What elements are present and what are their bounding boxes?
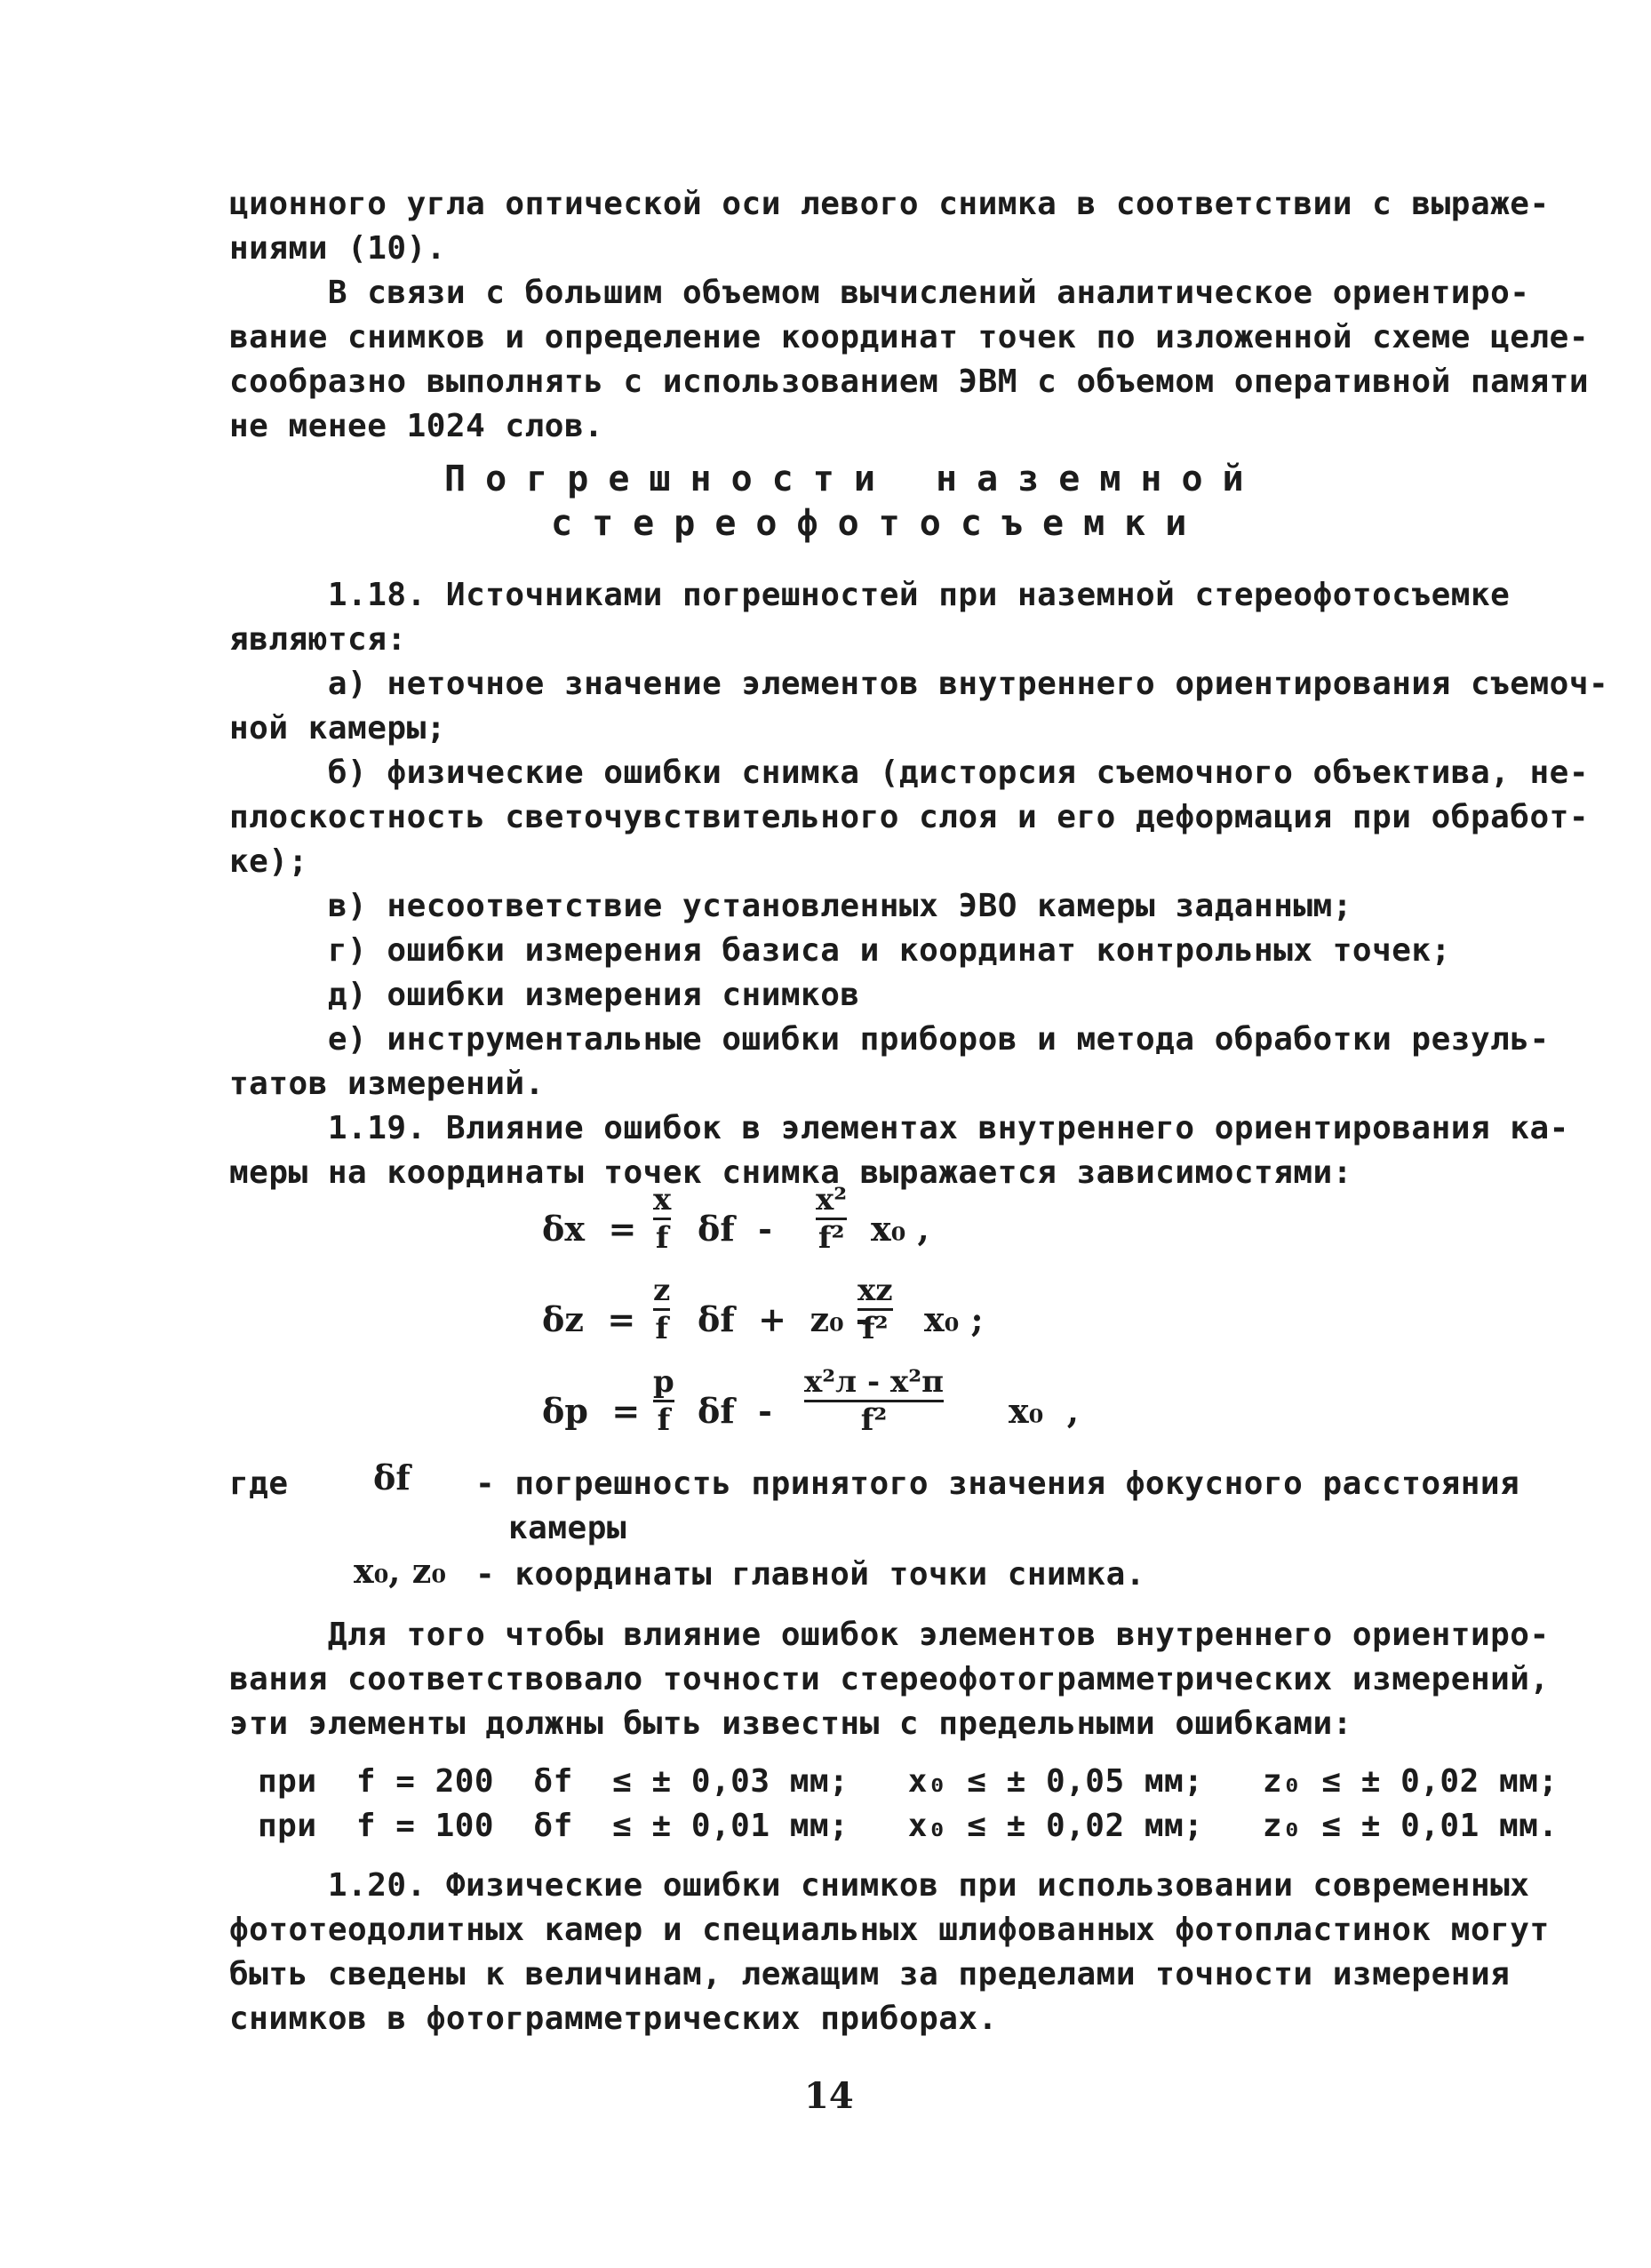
text-line: меры на координаты точек снимка выражается зависимостями: [229, 1154, 1352, 1191]
text-line: татов измерений. [229, 1066, 545, 1102]
text-line: е) инструментальные ошибки приборов и метода обработки резуль- [229, 1021, 1550, 1058]
section-heading-line1: Погрешности наземной [444, 459, 1264, 499]
text-line: быть сведены к величинам, лежащим за пределами точности измерения [229, 1956, 1511, 1992]
text-line: ниями (10). [229, 230, 446, 267]
formula-middle: δf - [698, 1209, 772, 1249]
text-line: являются: [229, 621, 407, 658]
text-line: фототеодолитных камер и специальных шлифованных фотопластинок могут [229, 1912, 1550, 1948]
tolerance-row: при f = 200 δf ≤ ± 0,03 мм; x₀ ≤ ± 0,05 мм; z₀ ≤ ± 0,02 мм; [258, 1763, 1559, 1800]
formula-tail: x₀ , [1009, 1391, 1079, 1431]
text-line: В связи с большим объемом вычислений аналитическое ориентиро- [229, 275, 1530, 311]
numerator: x [653, 1182, 672, 1218]
text-line: не менее 1024 слов. [229, 408, 604, 444]
fraction [804, 1364, 944, 1438]
definition-text: камеры [508, 1510, 627, 1546]
definition-text: - погрешность принятого значения фокусного расстояния [475, 1465, 1520, 1502]
denominator: f [655, 1220, 669, 1256]
text-line: сообразно выполнять с использованием ЭВМ с объемом оперативной памяти [229, 363, 1589, 400]
denominator: f² [862, 1311, 889, 1346]
text-line: б) физические ошибки снимка (дисторсия съемочного объектива, не- [229, 755, 1589, 791]
text-line: г) ошибки измерения базиса и координат контрольных точек; [229, 932, 1451, 969]
formula-middle: δf - [698, 1391, 772, 1431]
section-heading-line2: стереофотосъемки [551, 503, 1207, 544]
fraction [653, 1364, 674, 1438]
text-line: Для того чтобы влияние ошибок элементов внутреннего ориентиро- [229, 1617, 1550, 1653]
definition-text: - координаты главной точки снимка. [475, 1556, 1145, 1593]
formula-middle: δf + z₀ - [698, 1299, 870, 1339]
text-line: ционного угла оптической оси левого снимка в соответствии с выраже- [229, 186, 1550, 222]
text-line: 1.20. Физические ошибки снимков при использовании современных [229, 1867, 1530, 1904]
numerator: z [653, 1273, 671, 1308]
fraction [816, 1182, 847, 1256]
text-line: ной камеры; [229, 710, 446, 747]
text-line: вание снимков и определение координат точек по изложенной схеме целе- [229, 319, 1589, 355]
fraction [653, 1273, 670, 1346]
page-number: 14 [804, 2075, 854, 2117]
text-line: снимков в фотограмметрических приборах. [229, 2000, 998, 2037]
text-line: вания соответствовало точности стереофотограмметрических измерений, [229, 1661, 1550, 1697]
formula-lhs: δz = [542, 1299, 636, 1339]
numerator: xz [857, 1273, 893, 1308]
text-line: плоскостность светочувствительного слоя и его деформация при обработ- [229, 799, 1589, 835]
text-line: 1.18. Источниками погрешностей при наземной стереофотосъемке [229, 577, 1511, 613]
text-line: 1.19. Влияние ошибок в элементах внутреннего ориентирования ка- [229, 1110, 1569, 1146]
text-line: д) ошибки измерения снимков [229, 977, 860, 1013]
denominator: f [657, 1402, 671, 1438]
numerator: x² [816, 1182, 848, 1218]
text-line: а) неточное значение элементов внутреннего ориентирования съемоч- [229, 666, 1609, 702]
formula-tail: x₀ ; [924, 1299, 984, 1339]
formula-lhs: δx = [542, 1209, 637, 1249]
fraction [653, 1182, 671, 1256]
where-word: где [229, 1465, 289, 1502]
denominator: f² [860, 1402, 888, 1438]
tolerance-row: при f = 100 δf ≤ ± 0,01 мм; x₀ ≤ ± 0,02 мм; z₀ ≤ ± 0,01 мм. [258, 1808, 1559, 1844]
text-line: ке); [229, 843, 308, 880]
denominator: f [655, 1311, 668, 1346]
numerator: p [653, 1364, 674, 1400]
text-line: эти элементы должны быть известны с предельными ошибками: [229, 1705, 1352, 1742]
denominator: f² [818, 1220, 845, 1256]
formula-tail: x₀ , [871, 1209, 929, 1249]
formula-lhs: δp = [542, 1391, 641, 1431]
numerator: x²л - x²п [804, 1364, 944, 1400]
text-line: в) несоответствие установленных ЭВО камеры заданным; [229, 888, 1352, 924]
symbol-principal-point: x₀, z₀ [354, 1551, 446, 1591]
fraction [857, 1273, 893, 1346]
symbol-delta-f: δf [373, 1457, 411, 1497]
